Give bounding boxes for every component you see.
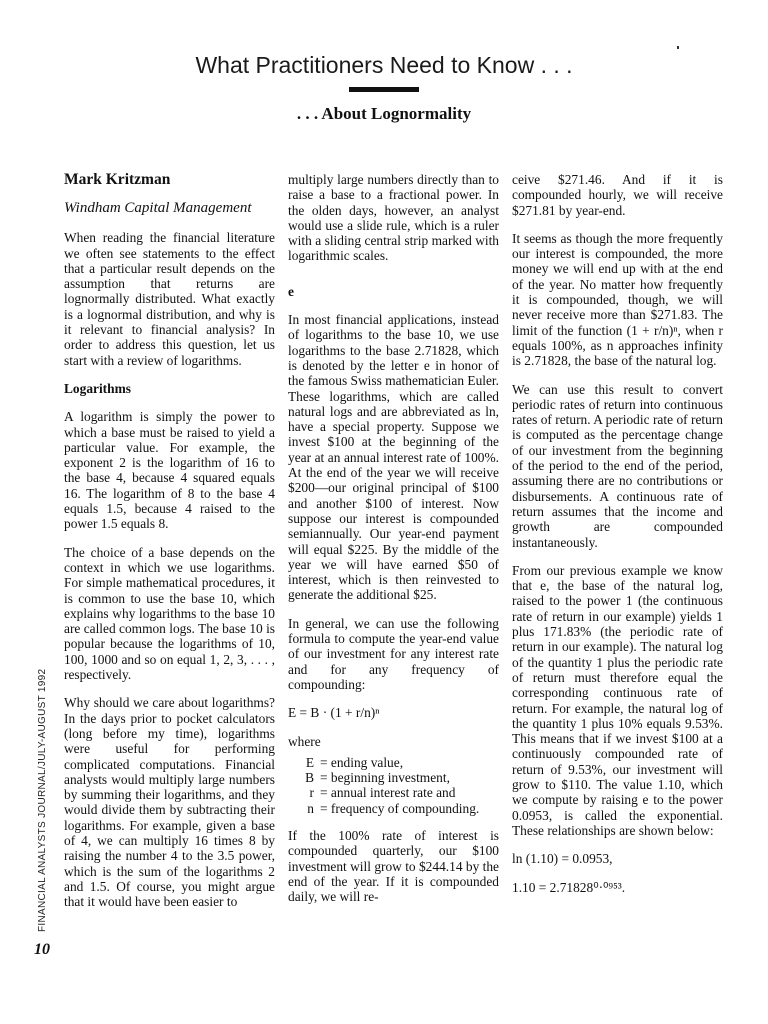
paragraph: It seems as though the more frequently our interest is compounded, the more money we will end up with at the end of the year. No matter how frequently it is compounded, though, we will never receive more than $271.83. The limit of the function (1 + r/n)ⁿ, when r equals 100%, as n approaches infinity is 2.71828, the base of the natural log.: [512, 230, 723, 369]
legend-row: [288, 755, 499, 770]
legend-row: [288, 801, 499, 816]
paragraph: From our previous example we know that e, the base of the natural log, raised to the power 1 (the continuous rate of return in our example) yields 1 plus 171.83% (the periodic rate of return in our example). The natural log of the quantity 1 plus the periodic rate of return must therefore equal the corresponding continuous rate of return. For example, the natural log of the quantity 1 plus 10% equals 9.53%. This means that if we invest $100 at a continuously compounded rate of return of 9.53%, our investment will grow to $110. The value 1.10, which we compute by raising e to the power 0.0953, is called the exponential. These relationships are shown below:: [512, 562, 723, 838]
where-label: where: [288, 733, 321, 749]
section-heading-logarithms: Logarithms: [64, 380, 131, 396]
paragraph: If the 100% rate of interest is compounded quarterly, our $100 investment will grow to $244.14 by the end of the year. If it is compounded daily, we will re-: [288, 827, 499, 905]
stray-mark: [677, 46, 679, 49]
column-2: [288, 172, 499, 917]
paragraph: Why should we care about logarithms? In the days prior to pocket calculators (long before my time), logarithms were useful for performing complicated computations. Financial analysts would multiply large numbers by summing their logarithms, and they would divide them by subtracting their logarithms. For example, given a base of 4, we can multiply 16 times 8 by raising the number 4 to the 3.5 power, which is the sum of the logarithms 2 and 1.5. Of course, you might argue that it would have been easier to: [64, 695, 275, 910]
author-affiliation: Windham Capital Management: [64, 200, 252, 217]
legend-symbol: B: [305, 770, 314, 786]
legend-text: = annual interest rate and: [320, 785, 456, 801]
paragraph: ceive $271.46. And if it is compounded hourly, we will receive $271.81 by year-end.: [512, 172, 723, 218]
legend-symbol: r: [309, 785, 314, 801]
legend-symbol: n: [307, 800, 314, 816]
compounding-formula: E = B · (1 + r/n)ⁿ: [288, 705, 380, 721]
legend-row: [288, 770, 499, 785]
author-name: Mark Kritzman: [64, 171, 171, 188]
section-heading-e: e: [288, 283, 294, 299]
page-number: 10: [34, 941, 50, 958]
page-header-title: What Practitioners Need to Know . . .: [195, 52, 573, 78]
legend-text: = ending value,: [320, 754, 404, 770]
paragraph: multiply large numbers directly than to raise a base to a fractional power. In the olden days, however, an analyst would use a slide rule, which is a ruler with a sliding central strip marked with logarithmic scales.: [288, 172, 499, 264]
header-rule: [349, 87, 419, 92]
article-subtitle: . . . About Lognormality: [296, 104, 472, 123]
paragraph: The choice of a base depends on the context in which we use logarithms. For simple mathematical procedures, it is common to use the base 10, which explains why logarithms to the base 10 are called common logs. The base 10 is popular because the logarithms of 10, 100, 1000 and so on equal 1, 2, 3, . . . , respectively.: [64, 544, 275, 683]
legend-row: [288, 785, 499, 800]
legend-text: = frequency of compounding.: [320, 800, 480, 816]
column-1: [64, 172, 275, 922]
paragraph: A logarithm is simply the power to which a base must be raised to yield a particular value. For example, the exponent 2 is the logarithm of 16 to the base 4, because 4 squared equals 16. The logarithm of 8 to the base 4 equals 1.5, because 4 raised to the power 1.5 equals 8.: [64, 409, 275, 532]
journal-running-footer: FINANCIAL ANALYSTS JOURNAL/JULY-AUGUST 1992: [37, 668, 48, 932]
equation-exp: 1.10 = 2.71828⁰·⁰⁹⁵³.: [512, 880, 626, 896]
legend-text: = beginning investment,: [320, 770, 450, 786]
paragraph: In general, we can use the following formula to compute the year-end value of our investment for any interest rate and for any frequency of compounding:: [288, 615, 499, 692]
paragraph: In most financial applications, instead of logarithms to the base 10, we use logarithms to the base 2.71828, which is denoted by the letter e in honor of the famous Swiss mathematician Euler. These logarithms, which are called natural logs and are abbreviated as ln, have a special property. Suppose we invest $100 at the beginning of the year at an annual interest rate of 100%. At the end of the year we will receive $200—our original principal of $100 and another $100 of interest. Now suppose our interest is compounded semiannually. Our year-end payment will equal $225. By the middle of the year we will have earned $50 of interest, which is then reinvested to generate the additional $25.: [288, 312, 499, 603]
formula-legend: [288, 755, 499, 816]
column-3: [512, 172, 723, 896]
paragraph: When reading the financial literature we often see statements to the effect that a particular result depends on the assumption that returns are lognormally distributed. What exactly is a lognormal distribution, and why is it relevant to financial analysis? In order to address this question, let us start with a review of logarithms.: [64, 230, 275, 368]
paragraph: We can use this result to convert periodic rates of return into continuous rates of return. A periodic rate of return is computed as the percentage change of our investment from the beginning of the period to the end of the period, assuming there are no contributions or disbursements. A continuous rate of return assumes that the income and growth are compounded instantaneously.: [512, 381, 723, 550]
equation-ln: ln (1.10) = 0.0953,: [512, 851, 613, 867]
legend-symbol: E: [305, 754, 314, 770]
